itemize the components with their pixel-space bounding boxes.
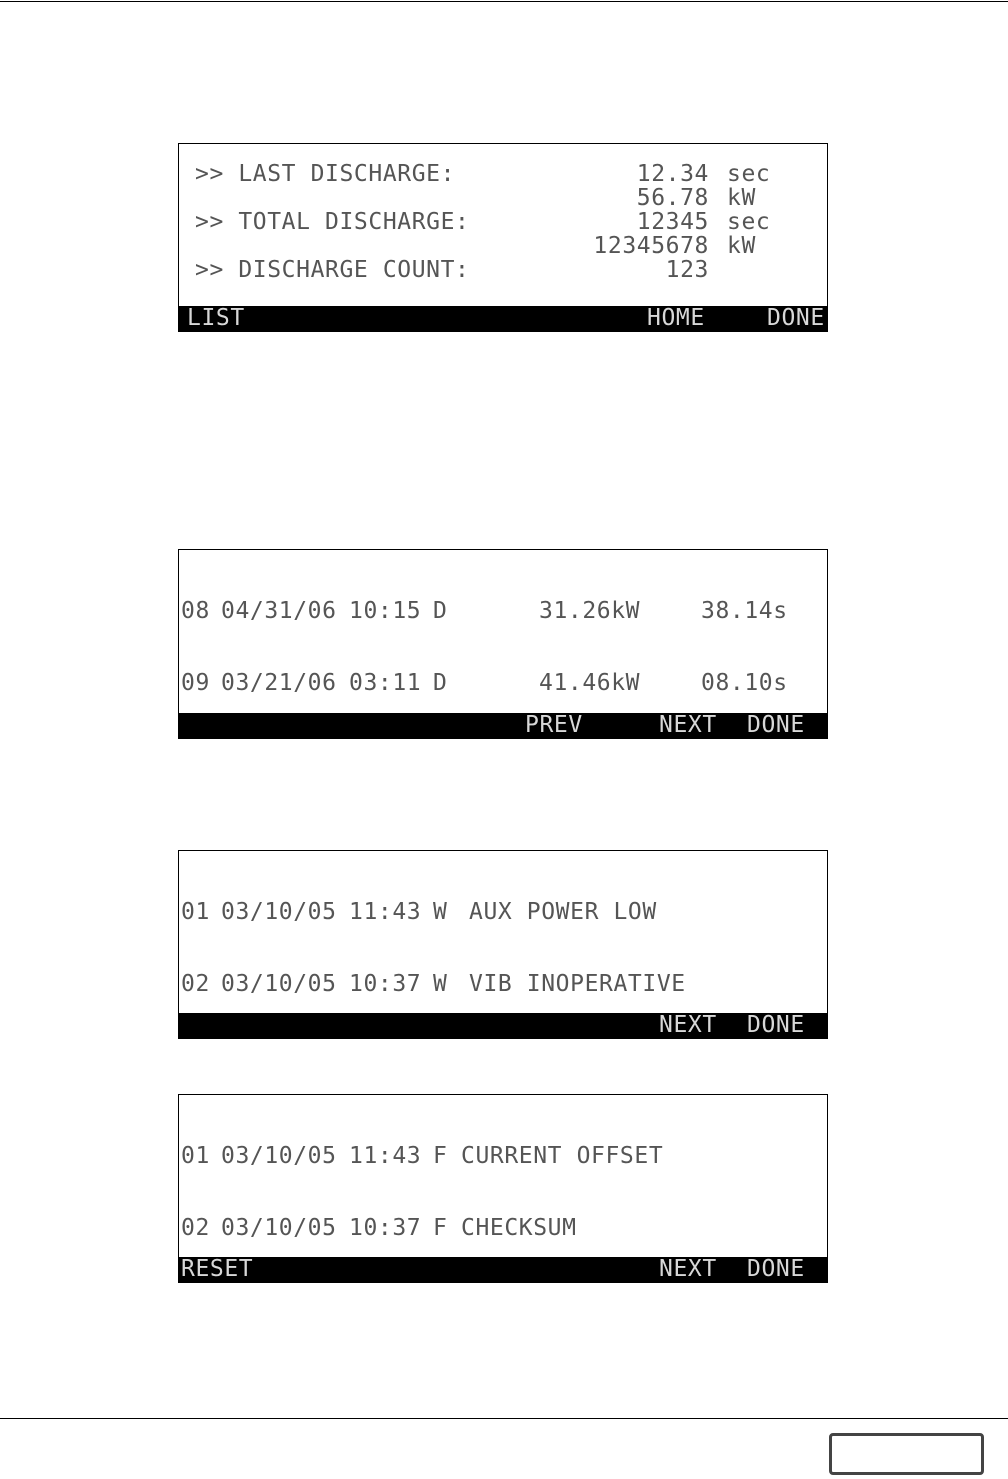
entry-number: 02 [181,971,210,997]
summary-value: 56.78 [636,185,709,211]
page-number-box [829,1433,984,1475]
entry-type: W [433,899,448,925]
entry-number: 02 [181,1215,210,1241]
summary-value: 123 [665,257,709,283]
entry-message: CHECKSUM [461,1215,577,1241]
softkey-bar [179,1013,827,1038]
entry-type: D [433,670,448,696]
entry-power: 41.46kW [539,670,641,696]
summary-unit: kW [727,185,756,211]
entry-time: 10:37 [349,1215,422,1241]
entry-time: 11:43 [349,1143,422,1169]
summary-unit: sec [727,161,771,187]
summary-label: >> TOTAL DISCHARGE: [195,209,470,235]
done-softkey[interactable]: DONE [747,712,805,738]
bottom-rule [0,1418,1008,1419]
discharge-summary-screen [178,143,828,332]
warning-log-screen [178,850,828,1039]
list-item [181,1215,577,1241]
entry-date: 03/10/05 [221,899,337,925]
discharge-log-screen [178,549,828,739]
summary-value: 12.34 [636,161,709,187]
entry-date: 03/10/05 [221,1143,337,1169]
summary-label: >> DISCHARGE COUNT: [195,257,470,283]
entry-duration: 08.10s [701,670,788,696]
entry-message: CURRENT OFFSET [461,1143,664,1169]
entry-date: 03/10/05 [221,1215,337,1241]
entry-time: 11:43 [349,899,422,925]
summary-value: 12345678 [593,233,709,259]
fault-log-list [181,1096,664,1283]
prev-softkey[interactable]: PREV [525,712,583,738]
list-item [181,598,788,624]
summary-unit: kW [727,233,756,259]
summary-unit: sec [727,209,771,235]
list-item [181,971,686,997]
entry-number: 09 [181,670,210,696]
done-softkey[interactable]: DONE [747,1012,805,1038]
entry-date: 03/21/06 [221,670,337,696]
warning-log-list [181,852,686,1039]
next-softkey[interactable]: NEXT [659,1256,717,1282]
top-rule [0,1,1008,2]
softkey-bar [179,1257,827,1282]
entry-type: D [433,598,448,624]
list-item [181,899,657,925]
entry-message: AUX POWER LOW [469,899,657,925]
entry-message: VIB INOPERATIVE [469,971,686,997]
entry-date: 04/31/06 [221,598,337,624]
list-item [181,1143,664,1169]
next-softkey[interactable]: NEXT [659,1012,717,1038]
list-item [181,670,788,696]
summary-label: >> LAST DISCHARGE: [195,161,456,187]
entry-time: 10:15 [349,598,422,624]
entry-number: 01 [181,899,210,925]
reset-softkey[interactable]: RESET [181,1256,254,1282]
entry-time: 03:11 [349,670,422,696]
softkey-bar [179,713,827,738]
home-softkey[interactable]: HOME [647,305,705,331]
next-softkey[interactable]: NEXT [659,712,717,738]
entry-type: W [433,971,448,997]
entry-date: 03/10/05 [221,971,337,997]
entry-time: 10:37 [349,971,422,997]
entry-type: F [433,1215,448,1241]
done-softkey[interactable]: DONE [767,305,825,331]
fault-log-screen [178,1094,828,1283]
softkey-bar [179,306,827,331]
entry-duration: 38.14s [701,598,788,624]
summary-value: 12345 [636,209,709,235]
entry-number: 08 [181,598,210,624]
list-softkey[interactable]: LIST [187,305,245,331]
entry-number: 01 [181,1143,210,1169]
done-softkey[interactable]: DONE [747,1256,805,1282]
entry-type: F [433,1143,448,1169]
entry-power: 31.26kW [539,598,641,624]
